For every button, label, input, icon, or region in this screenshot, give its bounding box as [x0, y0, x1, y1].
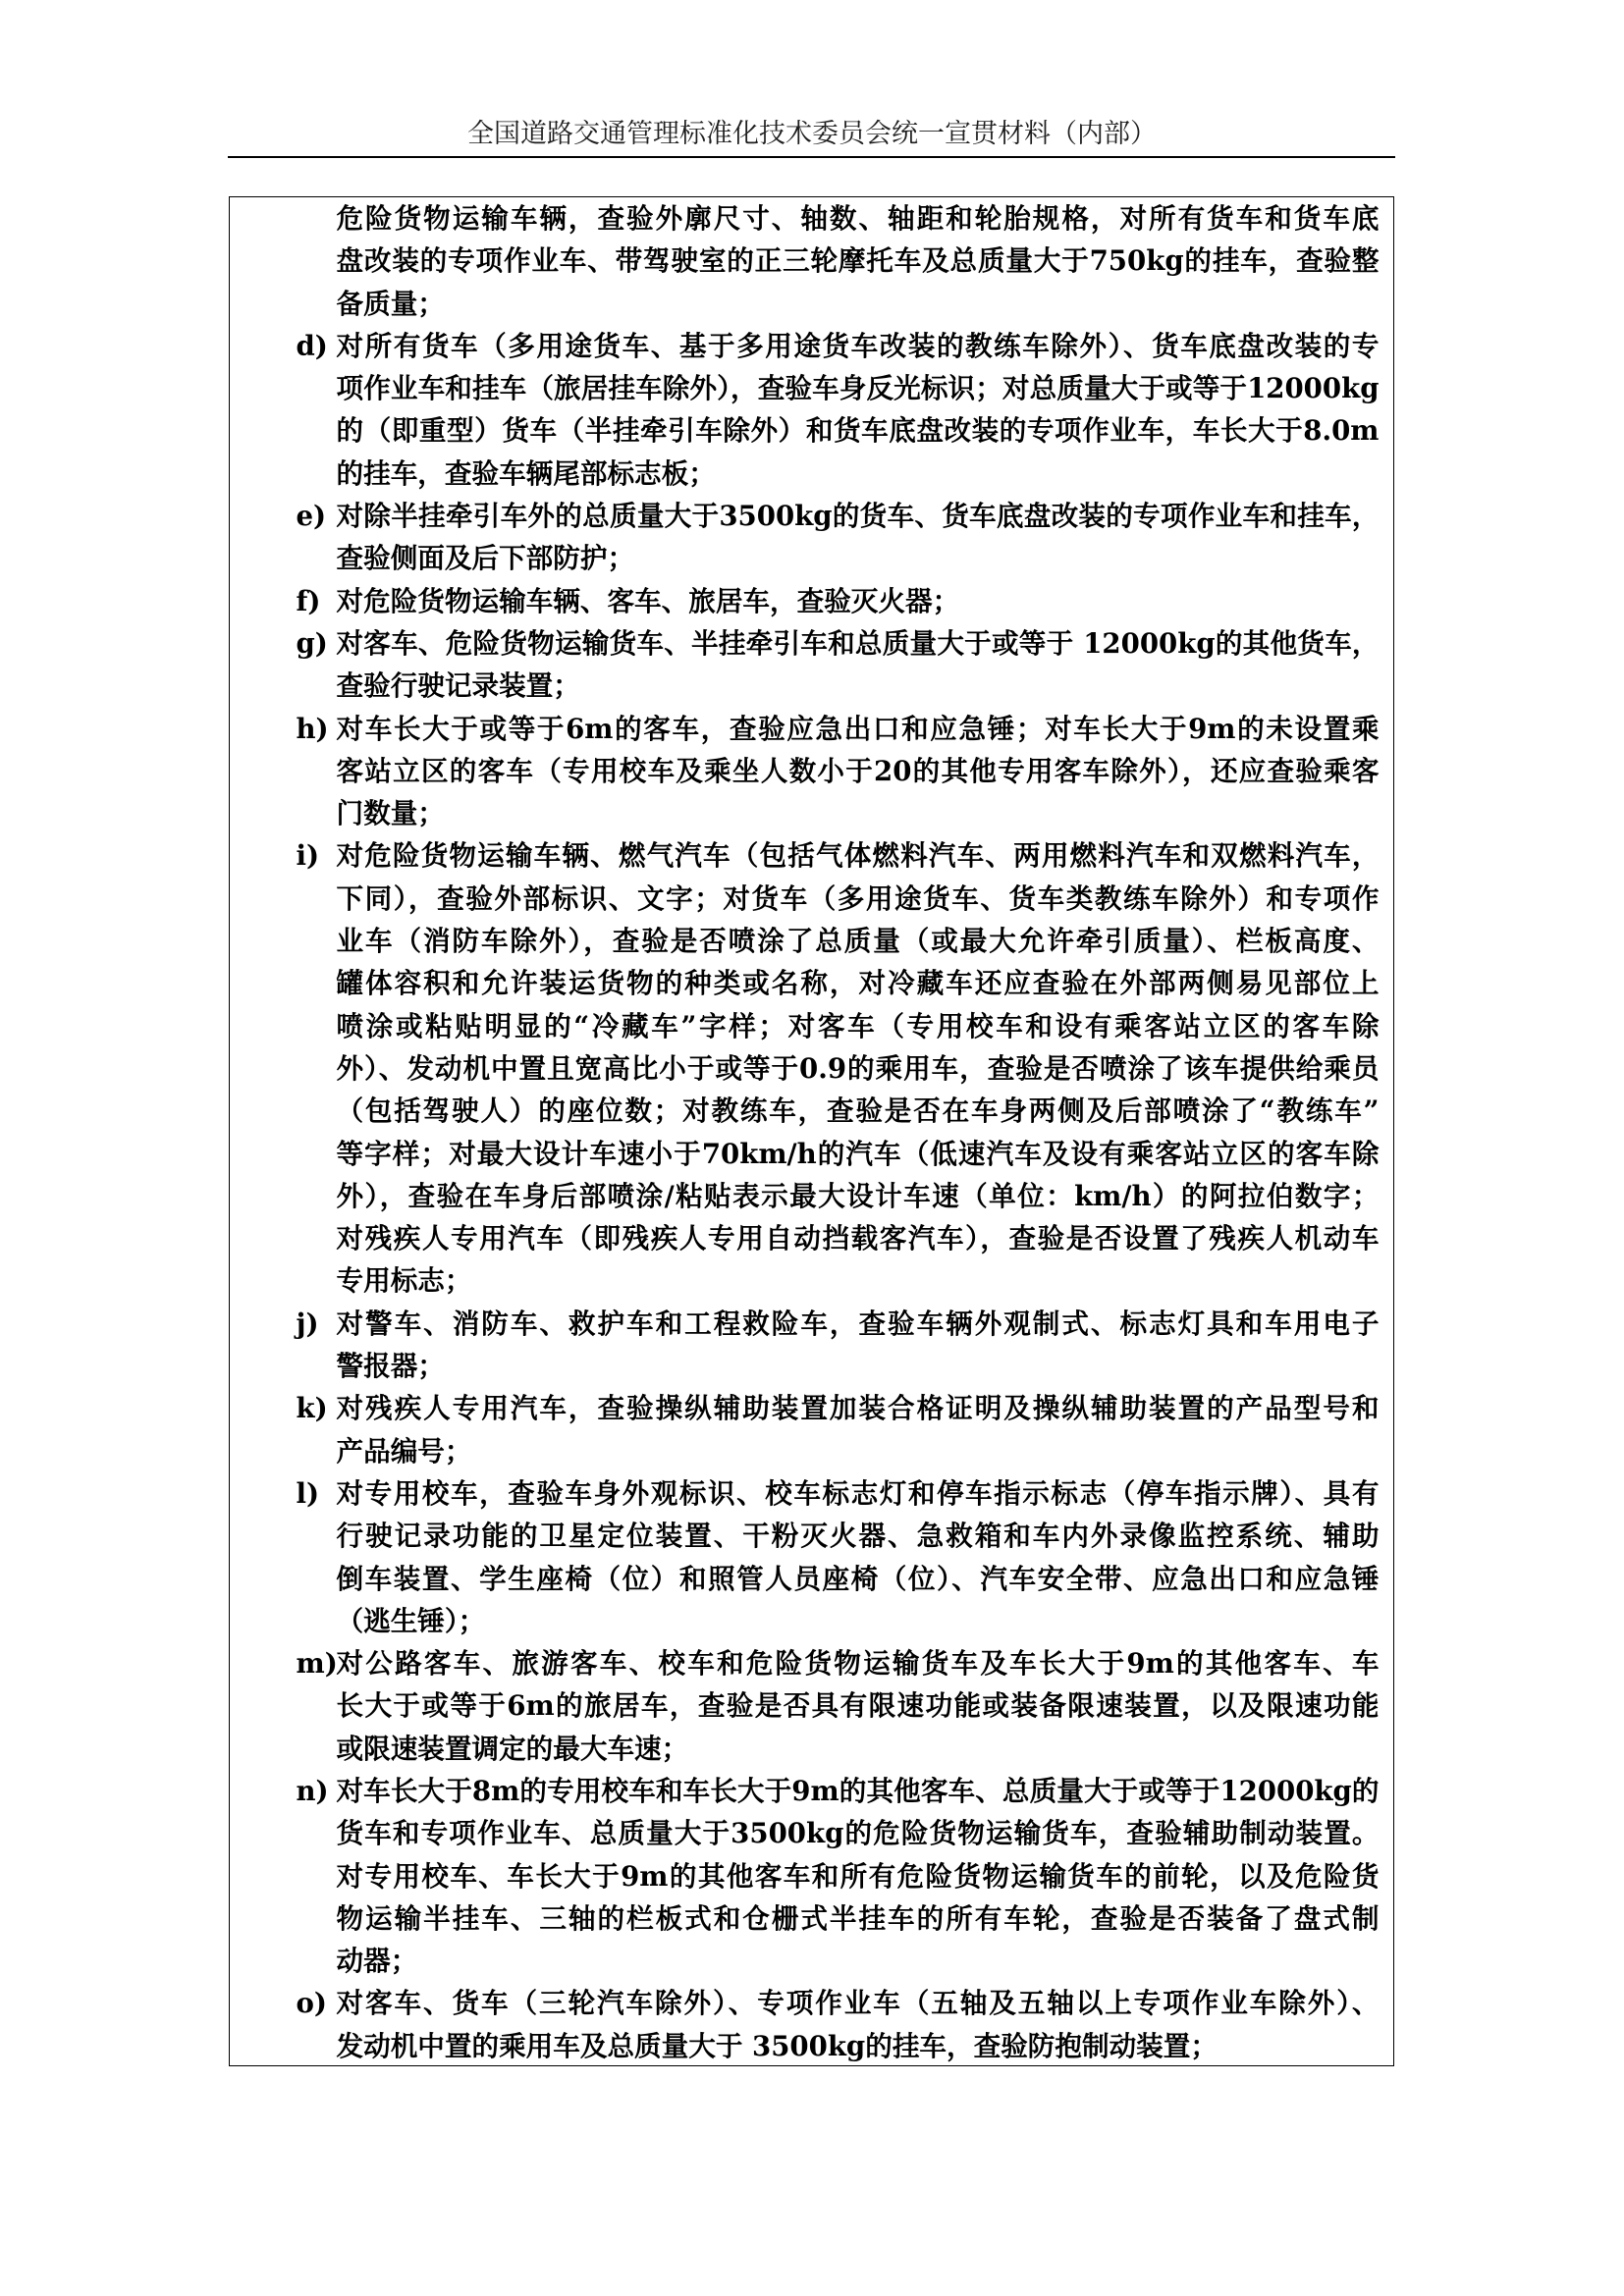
item-line: 危险货物运输车辆，查验外廓尺寸、轴数、轴距和轮胎规格，对所有货车和货车底	[336, 202, 1380, 235]
list-item	[230, 622, 1393, 708]
item-label: g)	[296, 626, 328, 660]
item-line: 罐体容积和允许装运货物的种类或名称，对冷藏车还应查验在外部两侧易见部位上	[336, 967, 1380, 1000]
item-line: 外）、发动机中置且宽高比小于或等于0.9的乘用车，查验是否喷涂了该车提供给乘员	[336, 1051, 1380, 1085]
item-line: 门数量；	[336, 797, 445, 830]
item-line: 对残疾人专用汽车（即残疾人专用自动挡载客汽车），查验是否设置了残疾人机动车	[336, 1222, 1380, 1255]
item-line: 对残疾人专用汽车，查验操纵辅助装置加装合格证明及操纵辅助装置的产品型号和	[336, 1392, 1380, 1425]
list-item	[230, 834, 1393, 1302]
item-line: 对警车、消防车、救护车和工程救险车，查验车辆外观制式、标志灯具和车用电子	[336, 1307, 1380, 1340]
item-line: 对除半挂牵引车外的总质量大于3500kg的货车、货车底盘改装的专项作业车和挂车，	[336, 500, 1380, 533]
item-label: d)	[296, 329, 328, 362]
item-label: k)	[296, 1392, 328, 1425]
item-line: 外），查验在车身后部喷涂/粘贴表示最大设计车速（单位：km/h）的阿拉伯数字；	[336, 1179, 1380, 1212]
list-item	[230, 580, 1393, 622]
item-line: 产品编号；	[336, 1434, 472, 1468]
item-line: 行驶记录功能的卫星定位装置、干粉灭火器、急救箱和车内外录像监控系统、辅助	[336, 1520, 1380, 1553]
list-item	[230, 1770, 1393, 1982]
header-rule	[228, 156, 1395, 158]
list-item	[230, 708, 1393, 835]
item-line: 喷涂或粘贴明显的“冷藏车”字样；对客车（专用校车和设有乘客站立区的客车除	[336, 1009, 1380, 1042]
item-label: o)	[296, 1987, 327, 2020]
item-line: 对车长大于8m的专用校车和车长大于9m的其他客车、总质量大于或等于12000kg的	[336, 1774, 1380, 1807]
item-line: 发动机中置的乘用车及总质量大于 3500kg的挂车，查验防抱制动装置；	[336, 2029, 1218, 2062]
item-line: 长大于或等于6m的旅居车，查验是否具有限速功能或装备限速装置，以及限速功能	[336, 1689, 1380, 1723]
item-label: e)	[296, 500, 327, 533]
item-line: 项作业车和挂车（旅居挂车除外），查验车身反光标识；对总质量大于或等于12000kg	[336, 372, 1380, 405]
list-item	[230, 1982, 1393, 2067]
item-label: n)	[296, 1774, 329, 1807]
list-item	[230, 1642, 1393, 1770]
item-line: 的（即重型）货车（半挂牵引车除外）和货车底盘改装的专项作业车，车长大于8.0m	[336, 414, 1380, 448]
item-line: （包括驾驶人）的座位数；对教练车，查验是否在车身两侧及后部喷涂了“教练车”	[336, 1095, 1380, 1128]
item-line: 对车长大于或等于6m的客车，查验应急出口和应急锤；对车长大于9m的未设置乘	[336, 712, 1380, 745]
item-line: 查验侧面及后下部防护；	[336, 542, 635, 575]
list-item	[230, 1303, 1393, 1388]
list-item	[230, 197, 1393, 325]
item-line: 客站立区的客车（专用校车及乘坐人数小于20的其他专用客车除外），还应查验乘客	[336, 754, 1380, 787]
item-line: 备质量；	[336, 287, 445, 320]
list-item	[230, 1472, 1393, 1642]
item-line: 的挂车，查验车辆尾部标志板；	[336, 456, 716, 490]
item-line: 专用标志；	[336, 1264, 472, 1298]
item-line: 或限速装置调定的最大车速；	[336, 1732, 689, 1765]
item-line: 业车（消防车除外），查验是否喷涂了总质量（或最大允许牵引质量）、栏板高度、	[336, 925, 1380, 958]
item-line: 对所有货车（多用途货车、基于多用途货车改装的教练车除外）、货车底盘改装的专	[336, 329, 1380, 362]
item-label: f)	[296, 584, 321, 617]
item-line: 对客车、危险货物运输货车、半挂牵引车和总质量大于或等于 12000kg的其他货车，	[336, 626, 1380, 660]
item-line: 查验行驶记录装置；	[336, 669, 580, 703]
item-line: （逃生锤）；	[336, 1604, 486, 1637]
item-label: l)	[296, 1476, 320, 1510]
item-line: 对专用校车、车长大于9m的其他客车和所有危险货物运输货车的前轮，以及危险货	[336, 1859, 1380, 1893]
item-line: 对客车、货车（三轮汽车除外）、专项作业车（五轴及五轴以上专项作业车除外）、	[336, 1987, 1380, 2020]
list-item	[230, 1387, 1393, 1472]
running-header: 全国道路交通管理标准化技术委员会统一宣贯材料（内部）	[467, 119, 1157, 149]
item-label: i)	[296, 839, 320, 873]
item-label: j)	[296, 1307, 319, 1340]
item-line: 对专用校车，查验车身外观标识、校车标志灯和停车指示标志（停车指示牌）、具有	[336, 1476, 1380, 1510]
item-line: 下同），查验外部标识、文字；对货车（多用途货车、货车类教练车除外）和专项作	[336, 881, 1380, 915]
list-item	[230, 495, 1393, 580]
item-line: 物运输半挂车、三轴的栏板式和仓栅式半挂车的所有车轮，查验是否装备了盘式制	[336, 1901, 1380, 1935]
item-line: 对危险货物运输车辆、客车、旅居车，查验灭火器；	[336, 584, 960, 617]
item-line: 倒车装置、学生座椅（位）和照管人员座椅（位）、汽车安全带、应急出口和应急锤	[336, 1562, 1380, 1595]
item-line: 对危险货物运输车辆、燃气汽车（包括气体燃料汽车、两用燃料汽车和双燃料汽车，	[336, 839, 1380, 873]
item-line: 等字样；对最大设计车速小于70km/h的汽车（低速汽车及设有乘客站立区的客车除	[336, 1137, 1380, 1170]
item-line: 对公路客车、旅游客车、校车和危险货物运输货车及车长大于9m的其他客车、车	[336, 1647, 1380, 1681]
item-line: 动器；	[336, 1945, 418, 1978]
item-line: 盘改装的专项作业车、带驾驶室的正三轮摩托车及总质量大于750kg的挂车，查验整	[336, 244, 1380, 278]
list-item	[230, 325, 1393, 495]
item-label: h)	[296, 712, 329, 745]
item-label: m)	[296, 1647, 338, 1681]
content-box	[229, 196, 1394, 2066]
item-line: 货车和专项作业车、总质量大于3500kg的危险货物运输货车，查验辅助制动装置。	[336, 1817, 1380, 1850]
item-line: 警报器；	[336, 1350, 445, 1383]
